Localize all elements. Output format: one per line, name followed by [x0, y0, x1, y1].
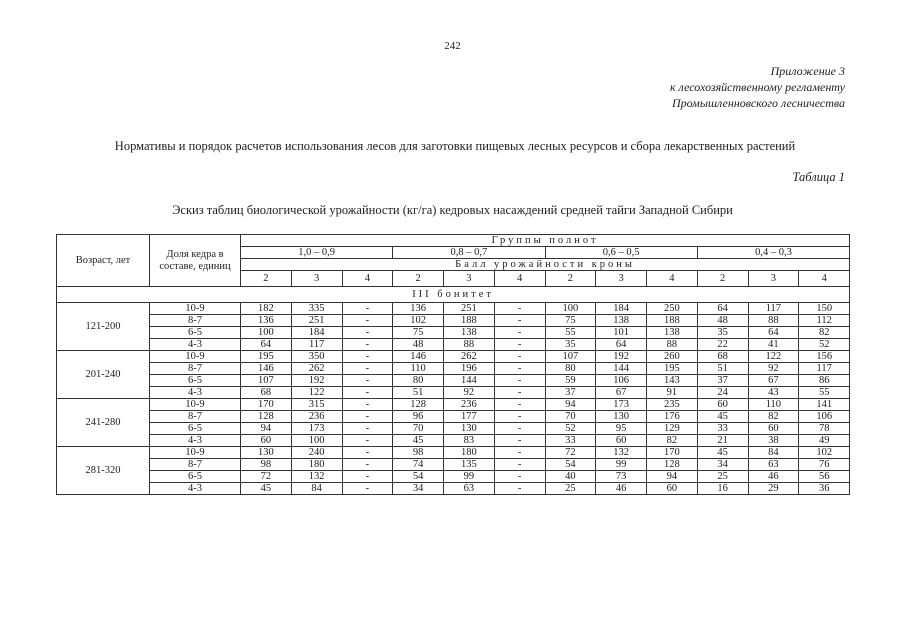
yield-cell: 84 [291, 483, 342, 495]
yield-cell: 98 [393, 447, 444, 459]
yield-cell: 146 [241, 363, 292, 375]
yield-cell: 128 [647, 459, 698, 471]
yield-cell: 250 [647, 303, 698, 315]
header-score: 4 [342, 271, 393, 287]
yield-cell: 60 [241, 435, 292, 447]
table-row [57, 303, 850, 315]
table-row [57, 351, 850, 363]
yield-cell: - [342, 303, 393, 315]
yield-cell: 150 [799, 303, 850, 315]
yield-cell: 40 [545, 471, 596, 483]
yield-cell: 335 [291, 303, 342, 315]
header-score: 2 [697, 271, 748, 287]
yield-cell: 29 [748, 483, 799, 495]
yield-cell: 92 [444, 387, 495, 399]
yield-cell: 262 [291, 363, 342, 375]
page-number: 242 [444, 40, 461, 52]
yield-cell: 156 [799, 351, 850, 363]
yield-cell: 173 [596, 399, 647, 411]
yield-cell: 144 [596, 363, 647, 375]
yield-cell: 122 [291, 387, 342, 399]
yield-cell: 38 [748, 435, 799, 447]
yield-cell: 106 [799, 411, 850, 423]
yield-cell: 88 [748, 315, 799, 327]
yield-cell: 41 [748, 339, 799, 351]
yield-cell: 188 [647, 315, 698, 327]
yield-cell: 76 [799, 459, 850, 471]
header-density-groups: Группы полнот [241, 235, 850, 247]
yield-cell: 101 [596, 327, 647, 339]
yield-cell: 188 [444, 315, 495, 327]
yield-cell: 236 [291, 411, 342, 423]
table-row [57, 375, 850, 387]
yield-cell: 184 [596, 303, 647, 315]
yield-cell: 80 [545, 363, 596, 375]
share-cell: 4-3 [150, 387, 241, 399]
yield-cell: 136 [241, 315, 292, 327]
table-row [57, 399, 850, 411]
yield-cell: 177 [444, 411, 495, 423]
yield-cell: 56 [799, 471, 850, 483]
header-score: 4 [647, 271, 698, 287]
yield-cell: 138 [444, 327, 495, 339]
yield-cell: - [342, 471, 393, 483]
header-score: 3 [748, 271, 799, 287]
yield-cell: 54 [393, 471, 444, 483]
yield-cell: 110 [748, 399, 799, 411]
yield-cell: 91 [647, 387, 698, 399]
yield-cell: 94 [545, 399, 596, 411]
yield-cell: 34 [393, 483, 444, 495]
yield-cell: 107 [241, 375, 292, 387]
yield-cell: 64 [697, 303, 748, 315]
yield-cell: 107 [545, 351, 596, 363]
yield-cell: 251 [444, 303, 495, 315]
yield-cell: 60 [647, 483, 698, 495]
share-cell: 6-5 [150, 375, 241, 387]
yield-cell: 180 [444, 447, 495, 459]
appendix-block [670, 63, 845, 111]
yield-cell: 35 [545, 339, 596, 351]
yield-cell: 64 [241, 339, 292, 351]
share-cell: 10-9 [150, 351, 241, 363]
yield-cell: 122 [748, 351, 799, 363]
yield-cell: 33 [697, 423, 748, 435]
yield-cell: 55 [545, 327, 596, 339]
share-cell: 6-5 [150, 423, 241, 435]
yield-cell: 75 [393, 327, 444, 339]
yield-cell: 262 [444, 351, 495, 363]
share-cell: 10-9 [150, 447, 241, 459]
table-row [57, 435, 850, 447]
yield-cell: - [342, 423, 393, 435]
yield-cell: 143 [647, 375, 698, 387]
yield-cell: - [494, 459, 545, 471]
yield-cell: 59 [545, 375, 596, 387]
share-cell: 6-5 [150, 327, 241, 339]
yield-cell: 80 [393, 375, 444, 387]
yield-cell: 196 [444, 363, 495, 375]
table-row [57, 447, 850, 459]
header-score: 2 [241, 271, 292, 287]
yield-cell: 64 [748, 327, 799, 339]
yield-cell: 170 [241, 399, 292, 411]
header-score: 3 [444, 271, 495, 287]
yield-cell: 45 [697, 411, 748, 423]
yield-cell: 24 [697, 387, 748, 399]
yield-cell: 45 [241, 483, 292, 495]
share-cell: 8-7 [150, 411, 241, 423]
yield-cell: 128 [393, 399, 444, 411]
yield-cell: - [342, 459, 393, 471]
yield-cell: 51 [697, 363, 748, 375]
yield-cell: 102 [393, 315, 444, 327]
yield-cell: - [494, 303, 545, 315]
yield-cell: - [494, 375, 545, 387]
yield-cell: 36 [799, 483, 850, 495]
age-group-cell: 201-240 [57, 351, 150, 399]
table-row [57, 423, 850, 435]
yield-cell: 132 [596, 447, 647, 459]
yield-cell: 184 [291, 327, 342, 339]
table-row [57, 387, 850, 399]
yield-cell: - [342, 483, 393, 495]
yield-cell: 68 [697, 351, 748, 363]
share-cell: 10-9 [150, 399, 241, 411]
yield-cell: - [494, 471, 545, 483]
yield-cell: 117 [799, 363, 850, 375]
yield-table [56, 234, 850, 495]
yield-cell: 94 [647, 471, 698, 483]
yield-cell: 94 [241, 423, 292, 435]
share-cell: 4-3 [150, 339, 241, 351]
yield-cell: 67 [748, 375, 799, 387]
yield-cell: 70 [393, 423, 444, 435]
table-row [57, 363, 850, 375]
header-score: 4 [799, 271, 850, 287]
yield-cell: 43 [748, 387, 799, 399]
table-row [57, 471, 850, 483]
yield-cell: 70 [545, 411, 596, 423]
yield-cell: 64 [596, 339, 647, 351]
appendix-line-2: к лесохозяйственному регламенту [669, 80, 845, 94]
yield-cell: 33 [545, 435, 596, 447]
yield-cell: - [342, 399, 393, 411]
yield-cell: 25 [545, 483, 596, 495]
yield-cell: 99 [444, 471, 495, 483]
yield-cell: - [342, 447, 393, 459]
yield-cell: 46 [748, 471, 799, 483]
header-age: Возраст, лет [57, 235, 150, 287]
yield-cell: 75 [545, 315, 596, 327]
yield-cell: 136 [393, 303, 444, 315]
yield-cell: 78 [799, 423, 850, 435]
yield-cell: 63 [444, 483, 495, 495]
table-caption: Эскиз таблиц биологической урожайности (кг/га) кедровых насаждений средней тайги Западной Сибири [172, 203, 733, 217]
table-body [57, 287, 850, 495]
yield-cell: 130 [241, 447, 292, 459]
header-density-group: 0,8 – 0,7 [393, 247, 545, 259]
bonitet-row: III бонитет [57, 287, 850, 303]
yield-cell: 132 [291, 471, 342, 483]
yield-cell: - [494, 315, 545, 327]
yield-cell: 170 [647, 447, 698, 459]
yield-cell: - [494, 351, 545, 363]
header-score: 2 [393, 271, 444, 287]
header-density-group: 0,4 – 0,3 [697, 247, 849, 259]
header-density-group: 1,0 – 0,9 [241, 247, 393, 259]
yield-cell: 138 [647, 327, 698, 339]
appendix-line-1: Приложение 3 [770, 64, 845, 78]
yield-cell: 82 [647, 435, 698, 447]
yield-cell: - [494, 435, 545, 447]
yield-cell: 60 [748, 423, 799, 435]
yield-cell: 260 [647, 351, 698, 363]
yield-cell: 130 [444, 423, 495, 435]
yield-cell: 112 [799, 315, 850, 327]
share-cell: 4-3 [150, 483, 241, 495]
table-row [57, 411, 850, 423]
yield-cell: - [494, 411, 545, 423]
age-group-cell: 121-200 [57, 303, 150, 351]
yield-cell: 68 [241, 387, 292, 399]
yield-cell: - [342, 387, 393, 399]
yield-cell: 45 [697, 447, 748, 459]
yield-cell: 49 [799, 435, 850, 447]
yield-cell: 117 [291, 339, 342, 351]
yield-cell: 21 [697, 435, 748, 447]
yield-cell: 180 [291, 459, 342, 471]
yield-cell: 72 [241, 471, 292, 483]
yield-cell: 130 [596, 411, 647, 423]
yield-cell: 236 [444, 399, 495, 411]
share-cell: 8-7 [150, 363, 241, 375]
share-cell: 8-7 [150, 315, 241, 327]
yield-cell: 129 [647, 423, 698, 435]
yield-cell: 35 [697, 327, 748, 339]
yield-cell: 74 [393, 459, 444, 471]
yield-cell: - [494, 483, 545, 495]
yield-cell: - [342, 351, 393, 363]
age-group-cell: 241-280 [57, 399, 150, 447]
yield-cell: 100 [291, 435, 342, 447]
yield-cell: 98 [241, 459, 292, 471]
yield-cell: 102 [799, 447, 850, 459]
yield-cell: 84 [748, 447, 799, 459]
yield-cell: 192 [291, 375, 342, 387]
yield-cell: 173 [291, 423, 342, 435]
yield-cell: - [494, 447, 545, 459]
yield-cell: - [342, 339, 393, 351]
table-row [57, 339, 850, 351]
yield-cell: 350 [291, 351, 342, 363]
yield-cell: 106 [596, 375, 647, 387]
yield-cell: 235 [647, 399, 698, 411]
yield-cell: 96 [393, 411, 444, 423]
yield-cell: - [494, 363, 545, 375]
yield-cell: 60 [596, 435, 647, 447]
yield-cell: - [342, 363, 393, 375]
yield-cell: 138 [596, 315, 647, 327]
yield-cell: - [494, 423, 545, 435]
yield-cell: 52 [799, 339, 850, 351]
yield-cell: 25 [697, 471, 748, 483]
table-row [57, 483, 850, 495]
appendix-line-3: Промышленновского лесничества [671, 96, 845, 110]
yield-cell: 240 [291, 447, 342, 459]
yield-cell: 92 [748, 363, 799, 375]
yield-cell: 88 [647, 339, 698, 351]
yield-cell: - [494, 387, 545, 399]
header-crown-score: Балл урожайности кроны [241, 259, 850, 271]
yield-cell: 55 [799, 387, 850, 399]
yield-cell: 45 [393, 435, 444, 447]
yield-cell: 100 [241, 327, 292, 339]
yield-cell: 141 [799, 399, 850, 411]
table-label: Таблица 1 [792, 170, 845, 184]
yield-cell: 46 [596, 483, 647, 495]
yield-cell: - [342, 411, 393, 423]
yield-cell: 117 [748, 303, 799, 315]
header-share: Доля кедра в составе, единиц [150, 235, 241, 287]
yield-cell: 99 [596, 459, 647, 471]
yield-cell: 95 [596, 423, 647, 435]
yield-cell: 315 [291, 399, 342, 411]
yield-cell: - [494, 339, 545, 351]
yield-cell: 73 [596, 471, 647, 483]
yield-cell: 63 [748, 459, 799, 471]
yield-cell: 192 [596, 351, 647, 363]
yield-cell: 135 [444, 459, 495, 471]
header-score: 3 [596, 271, 647, 287]
yield-cell: 48 [393, 339, 444, 351]
yield-cell: 176 [647, 411, 698, 423]
share-cell: 4-3 [150, 435, 241, 447]
yield-cell: 144 [444, 375, 495, 387]
yield-cell: - [342, 327, 393, 339]
yield-cell: 34 [697, 459, 748, 471]
table-row [57, 327, 850, 339]
header-score: 2 [545, 271, 596, 287]
table-row [57, 315, 850, 327]
yield-cell: 82 [799, 327, 850, 339]
table-row [57, 459, 850, 471]
yield-cell: 37 [545, 387, 596, 399]
yield-cell: 182 [241, 303, 292, 315]
yield-cell: 128 [241, 411, 292, 423]
yield-cell: 195 [241, 351, 292, 363]
yield-cell: 110 [393, 363, 444, 375]
yield-cell: 52 [545, 423, 596, 435]
yield-cell: 251 [291, 315, 342, 327]
yield-cell: 16 [697, 483, 748, 495]
yield-cell: - [494, 327, 545, 339]
share-cell: 6-5 [150, 471, 241, 483]
document-title: Нормативы и порядок расчетов использования лесов для заготовки пищевых лесных ресурсов и сбора лекарственных растений [114, 139, 796, 153]
header-score: 3 [291, 271, 342, 287]
yield-cell: 83 [444, 435, 495, 447]
share-cell: 10-9 [150, 303, 241, 315]
yield-cell: 51 [393, 387, 444, 399]
yield-cell: 67 [596, 387, 647, 399]
yield-cell: 60 [697, 399, 748, 411]
share-cell: 8-7 [150, 459, 241, 471]
yield-cell: 48 [697, 315, 748, 327]
yield-cell: 195 [647, 363, 698, 375]
header-density-group: 0,6 – 0,5 [545, 247, 697, 259]
yield-cell: - [494, 399, 545, 411]
yield-cell: 86 [799, 375, 850, 387]
yield-cell: 22 [697, 339, 748, 351]
yield-cell: 37 [697, 375, 748, 387]
yield-cell: 82 [748, 411, 799, 423]
yield-cell: - [342, 375, 393, 387]
yield-cell: - [342, 315, 393, 327]
yield-cell: 72 [545, 447, 596, 459]
yield-cell: 88 [444, 339, 495, 351]
yield-cell: - [342, 435, 393, 447]
age-group-cell: 281-320 [57, 447, 150, 495]
header-score: 4 [494, 271, 545, 287]
yield-cell: 100 [545, 303, 596, 315]
yield-cell: 146 [393, 351, 444, 363]
yield-cell: 54 [545, 459, 596, 471]
